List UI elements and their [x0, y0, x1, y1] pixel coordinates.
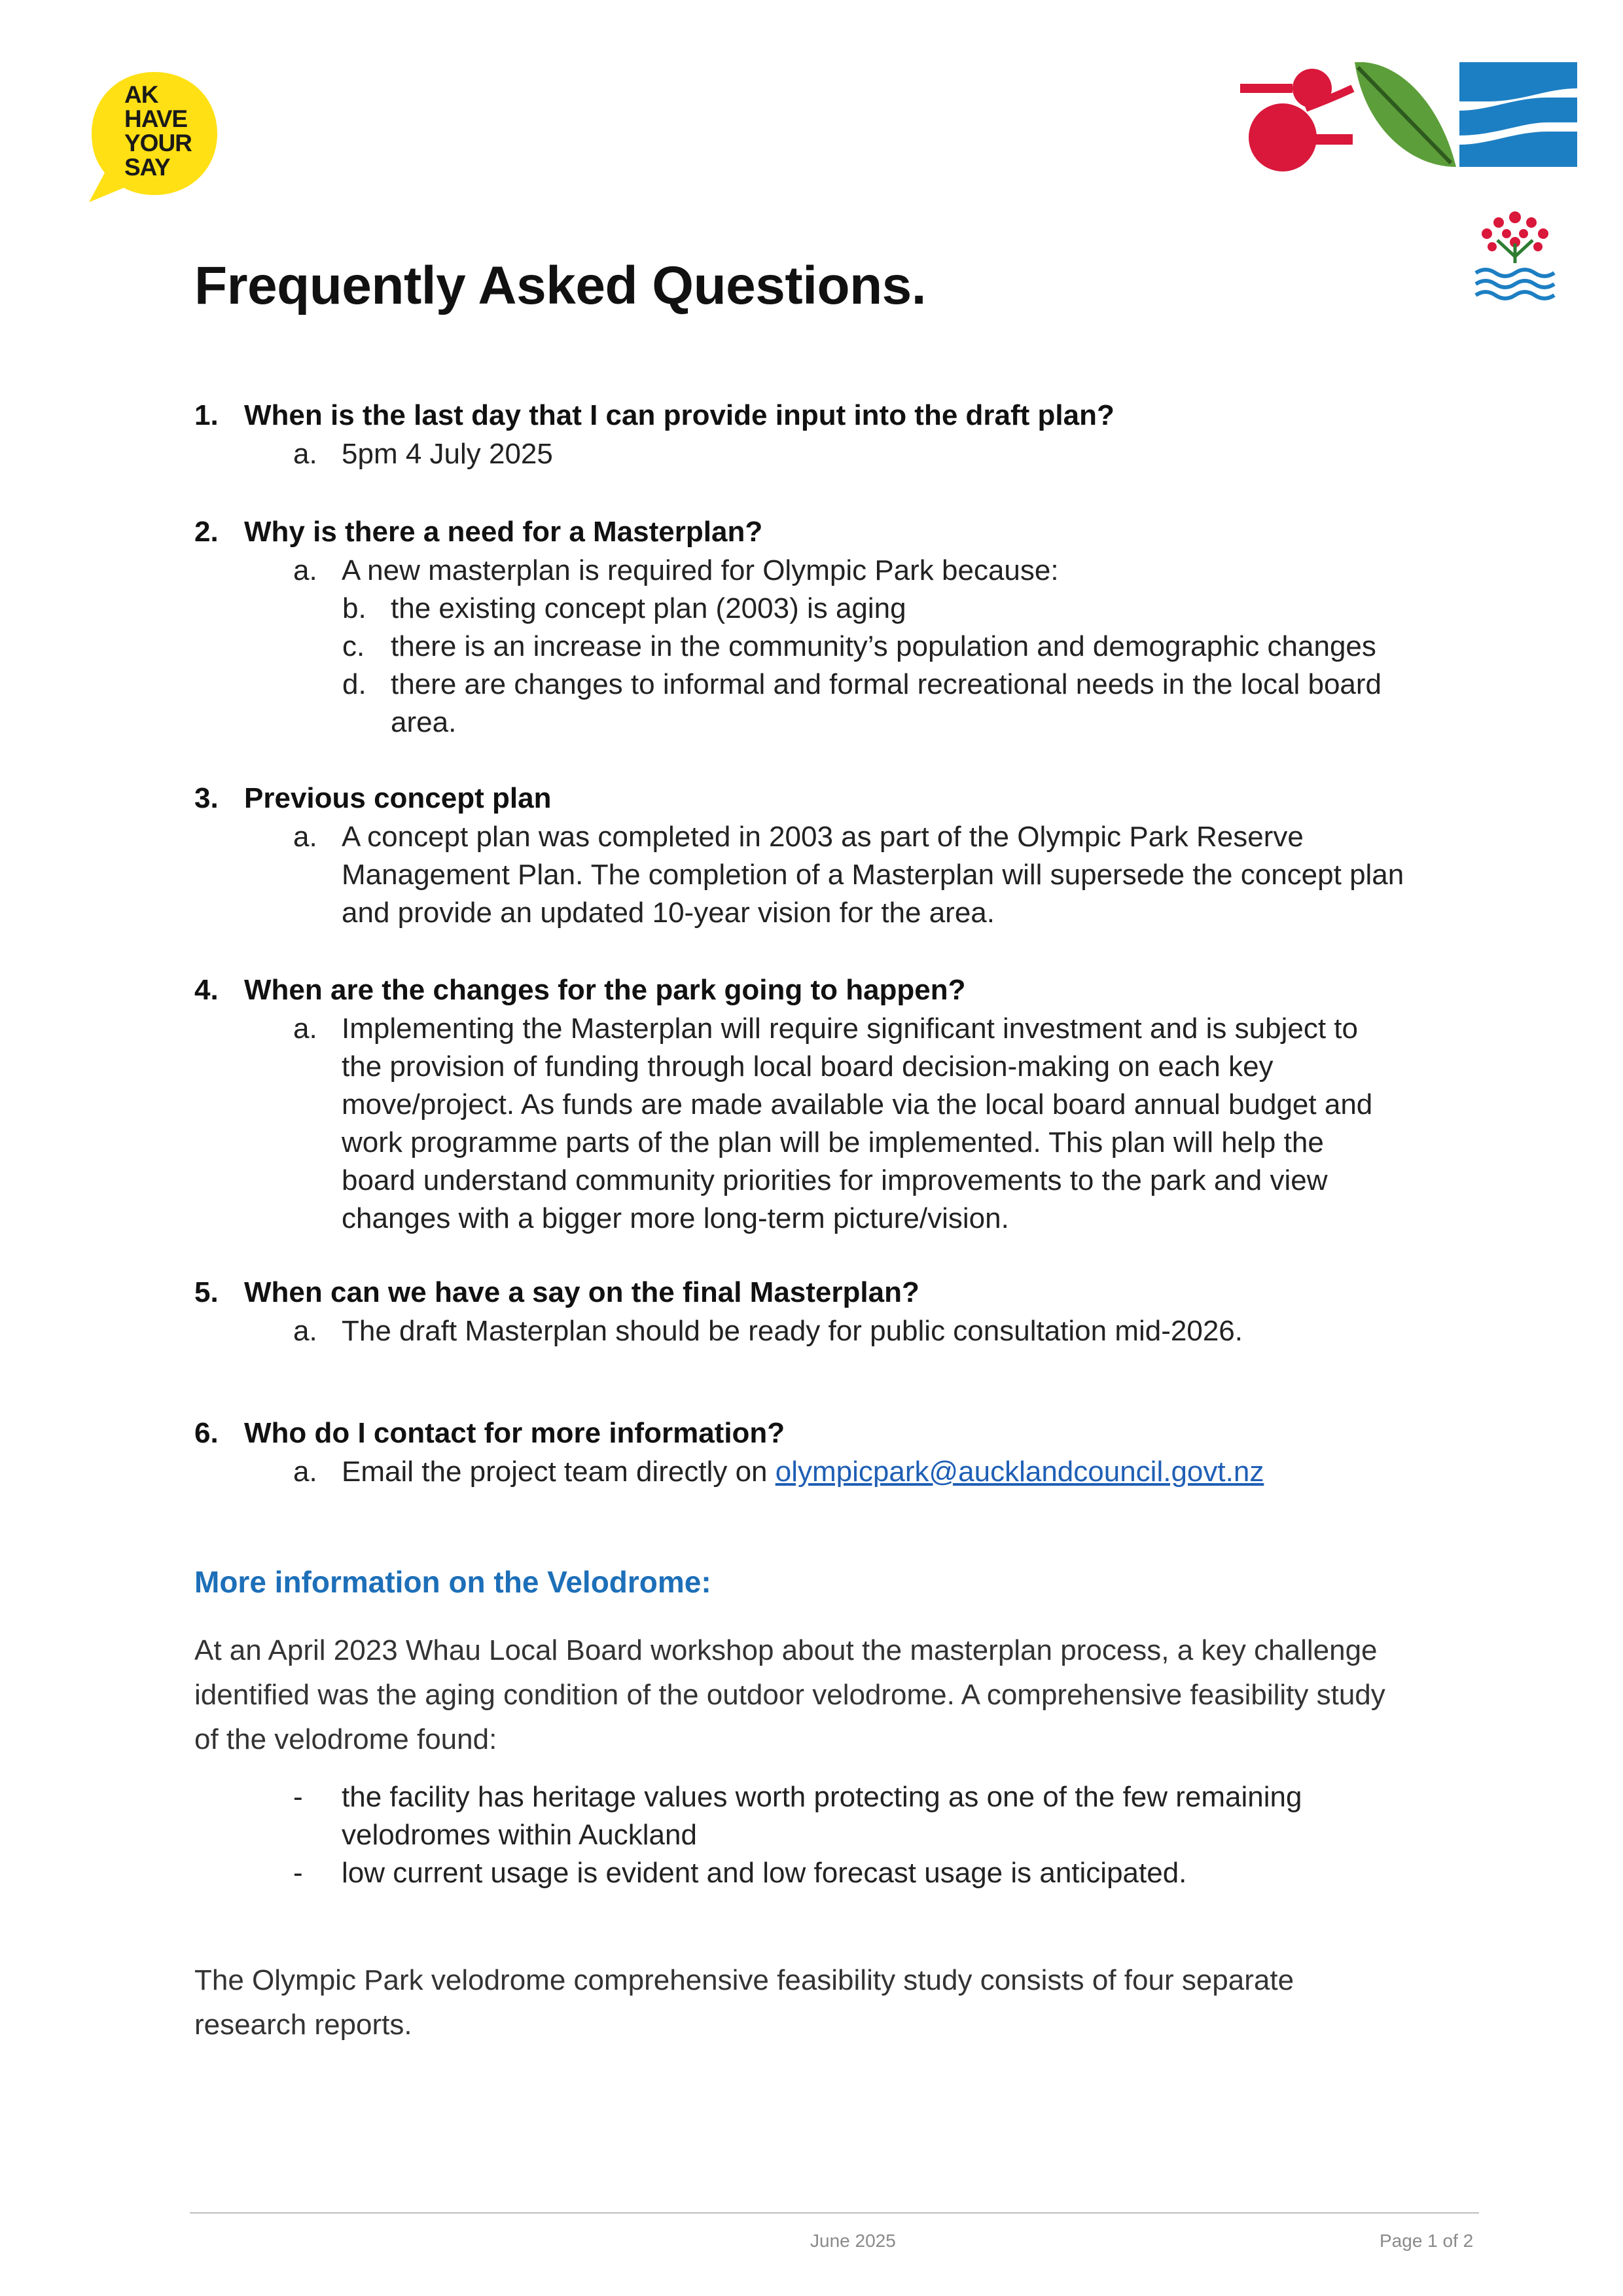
ak-have-your-say-logo: [82, 68, 226, 206]
footer-page-number: Page 1 of 2: [1380, 2231, 1474, 2251]
answer-line: work programme parts of the plan will be implemented. This plan will help the: [342, 1126, 1324, 1158]
velodrome-section-heading: More information on the Velodrome:: [194, 1565, 711, 1599]
question-text: When can we have a say on the final Masterplan?: [244, 1276, 919, 1308]
question-text: Previous concept plan: [244, 782, 552, 814]
answer-marker: c.: [342, 630, 365, 662]
answer-line: area.: [391, 706, 457, 738]
question-text: When are the changes for the park going to happen?: [244, 974, 966, 1006]
answer-line: the provision of funding through local board decision-making on each key: [342, 1050, 1274, 1083]
question-text: Who do I contact for more information?: [244, 1417, 785, 1449]
question-number: 4.: [194, 974, 219, 1006]
green-leaf-icon: [1355, 62, 1456, 167]
answer-line: A new masterplan is required for Olympic Park because:: [342, 554, 1059, 586]
answer-line: A concept plan was completed in 2003 as part of the Olympic Park Reserve: [342, 821, 1304, 853]
answer-line: board understand community priorities for improvements to the park and view: [342, 1164, 1328, 1196]
paragraph-line: identified was the aging condition of the outdoor velodrome. A comprehensive feasibility study: [194, 1679, 1385, 1711]
paragraph-line: research reports.: [194, 2009, 412, 2041]
paragraph-line: of the velodrome found:: [194, 1723, 497, 1755]
answer-marker: a.: [293, 1456, 317, 1488]
ak-logo-text: AK HAVE YOUR SAY: [124, 81, 192, 181]
bullet-marker: -: [293, 1857, 303, 1889]
footer-date: June 2025: [810, 2231, 896, 2251]
question-number: 2.: [194, 516, 219, 548]
question-number: 1.: [194, 399, 219, 431]
answer-line: there are changes to informal and formal recreational needs in the local board: [391, 668, 1382, 700]
velodrome-closing: [194, 1958, 1294, 2047]
answer-line: Implementing the Masterplan will require significant investment and is subject to: [342, 1013, 1358, 1045]
answer-line: and provide an updated 10-year vision for the area.: [342, 897, 995, 929]
answer-line: Email the project team directly on: [342, 1456, 776, 1488]
paragraph-line: The Olympic Park velodrome comprehensive feasibility study consists of four separate: [194, 1964, 1294, 1996]
answer-line: 5pm 4 July 2025: [342, 438, 553, 470]
bullet-line: low current usage is evident and low forecast usage is anticipated.: [342, 1857, 1187, 1889]
answer-marker: a.: [293, 438, 317, 470]
answer-marker: a.: [293, 821, 317, 853]
answer-line: Management Plan. The completion of a Masterplan will supersede the concept plan: [342, 859, 1404, 891]
answer-marker: b.: [342, 592, 366, 624]
whau-local-board-logo: [1240, 62, 1577, 177]
bullet-line: the facility has heritage values worth protecting as one of the few remaining: [342, 1781, 1302, 1813]
answer-marker: a.: [293, 554, 317, 586]
velodrome-intro: [194, 1628, 1385, 1762]
contact-email-link[interactable]: olympicpark@aucklandcouncil.govt.nz: [775, 1456, 1264, 1488]
answer-line: there is an increase in the community’s population and demographic changes: [391, 630, 1376, 662]
answer-marker: a.: [293, 1315, 317, 1347]
question-number: 6.: [194, 1417, 219, 1449]
water-waves-icon: [1476, 270, 1554, 298]
question-number: 5.: [194, 1276, 219, 1308]
auckland-council-logo: [1472, 204, 1558, 302]
page-title: Frequently Asked Questions.: [194, 256, 927, 315]
blue-waves-icon: [1459, 62, 1577, 167]
paragraph-line: At an April 2023 Whau Local Board workshop about the masterplan process, a key challenge: [194, 1634, 1378, 1666]
answer-line: changes with a bigger more long-term picture/vision.: [342, 1202, 1009, 1234]
question-text: Why is there a need for a Masterplan?: [244, 516, 763, 548]
bullet-line: velodromes within Auckland: [342, 1819, 697, 1851]
red-circles-icon: [1240, 69, 1353, 171]
answer-line: move/project. As funds are made available via the local board annual budget and: [342, 1088, 1373, 1121]
answer-line: The draft Masterplan should be ready for public consultation mid-2026.: [342, 1315, 1243, 1347]
question-text: When is the last day that I can provide input into the draft plan?: [244, 399, 1115, 431]
footer-divider: [190, 2212, 1479, 2214]
bullet-marker: -: [293, 1781, 303, 1813]
answer-line: the existing concept plan (2003) is aging: [391, 592, 906, 624]
answer-marker: d.: [342, 668, 366, 700]
answer-marker: a.: [293, 1013, 317, 1045]
question-number: 3.: [194, 782, 219, 814]
